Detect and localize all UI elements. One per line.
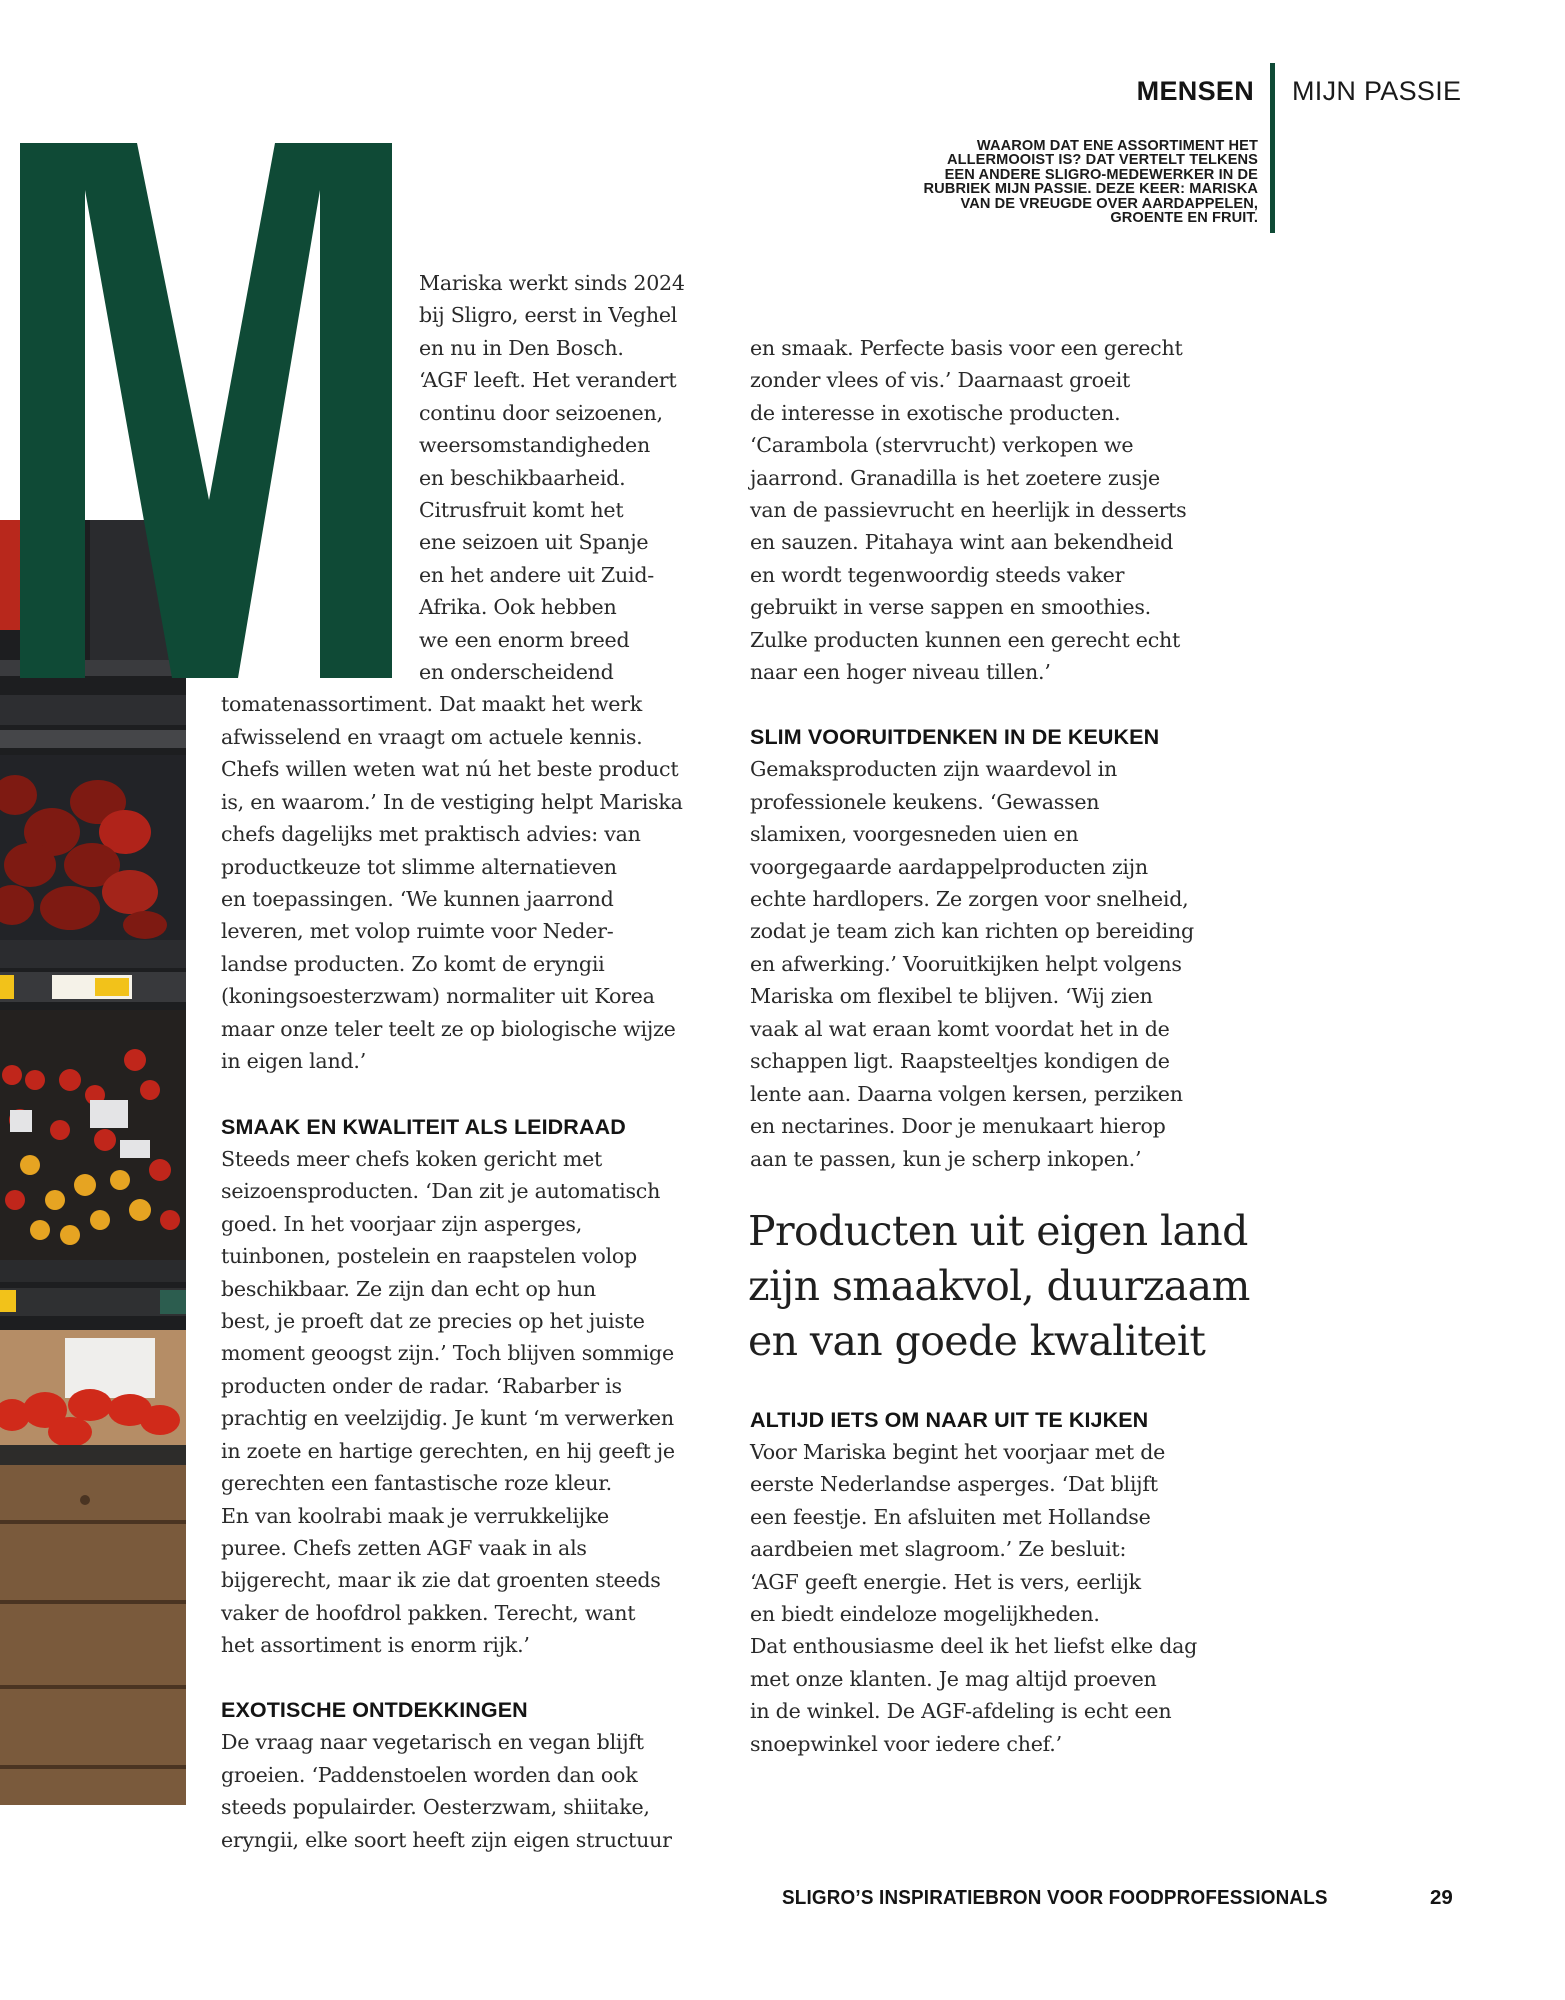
body-line: ‘Carambola (stervrucht) verkopen we [750, 433, 1134, 457]
body-line: Citrusfruit komt het [419, 498, 624, 522]
body-line: is, en waarom.’ In de vestiging helpt Mariska [221, 790, 683, 814]
subsection-label: MIJN PASSIE [1292, 76, 1462, 106]
body-line: en sauzen. Pitahaya wint aan bekendheid [750, 530, 1174, 554]
body-line: prachtig en veelzijdig. Je kunt ‘m verwerken [221, 1406, 674, 1430]
body-line: en onderscheidend [419, 660, 614, 684]
body-line: continu door seizoenen, [419, 401, 663, 425]
body-line: in de winkel. De AGF-afdeling is echt een [750, 1699, 1172, 1723]
body-line: en toepassingen. ‘We kunnen jaarrond [221, 887, 614, 911]
body-line: aardbeien met slagroom.’ Ze besluit: [750, 1537, 1127, 1561]
body-line: vaak al wat eraan komt voordat het in de [750, 1017, 1170, 1041]
body-line: moment geoogst zijn.’ Toch blijven sommige [221, 1341, 674, 1365]
body-line: en biedt eindeloze mogelijkheden. [750, 1602, 1100, 1626]
body-line: naar een hoger niveau tillen.’ [750, 660, 1051, 684]
body-line: de interesse in exotische producten. [750, 401, 1121, 425]
body-line: steeds populairder. Oesterzwam, shiitake, [221, 1795, 650, 1819]
intro-line: EEN ANDERE SLIGRO-MEDEWERKER IN DE [944, 166, 1258, 183]
body-line: vaker de hoofdrol pakken. Terecht, want [221, 1601, 636, 1625]
body-line: we een enorm breed [419, 628, 630, 652]
body-line: gebruikt in verse sappen en smoothies. [750, 595, 1151, 619]
body-line: echte hardlopers. Ze zorgen voor snelheid, [750, 887, 1189, 911]
body-line: van de passievrucht en heerlijk in desserts [750, 498, 1187, 522]
intro-line: VAN DE VREUGDE OVER AARDAPPELEN, [960, 195, 1258, 212]
body-line: groeien. ‘Paddenstoelen worden dan ook [221, 1763, 638, 1787]
body-line: ‘AGF geeft energie. Het is vers, eerlijk [750, 1570, 1141, 1594]
section-heading: EXOTISCHE ONTDEKKINGEN [221, 1698, 528, 1722]
body-line: en smaak. Perfecte basis voor een gerecht [750, 336, 1183, 360]
body-line: Mariska om flexibel te blijven. ‘Wij zien [750, 984, 1153, 1008]
body-line: lente aan. Daarna volgen kersen, perziken [750, 1082, 1183, 1106]
intro-line: ALLERMOOIST IS? DAT VERTELT TELKENS [946, 152, 1258, 169]
body-line: chefs dagelijks met praktisch advies: van [221, 822, 641, 846]
section-label: MENSEN [1136, 76, 1254, 106]
body-line: en afwerking.’ Vooruitkijken helpt volgens [750, 952, 1182, 976]
body-line: productkeuze tot slimme alternatieven [221, 855, 617, 879]
body-line: seizoensproducten. ‘Dan zit je automatisch [221, 1179, 661, 1203]
body-line: En van koolrabi maak je verrukkelijke [221, 1504, 609, 1528]
body-line: Chefs willen weten wat nú het beste product [221, 757, 679, 781]
body-line: weersomstandigheden [419, 433, 651, 457]
body-line: producten onder de radar. ‘Rabarber is [221, 1374, 622, 1398]
body-line: gerechten een fantastische roze kleur. [221, 1471, 612, 1495]
body-line: en wordt tegenwoordig steeds vaker [750, 563, 1125, 587]
body-line: het assortiment is enorm rijk.’ [221, 1633, 530, 1657]
body-line: bij Sligro, eerst in Veghel [419, 303, 678, 327]
body-line: (koningsoesterzwam) normaliter uit Korea [221, 984, 655, 1008]
body-line: zonder vlees of vis.’ Daarnaast groeit [750, 368, 1131, 392]
body-line: puree. Chefs zetten AGF vaak in als [221, 1536, 587, 1560]
intro-line: RUBRIEK MIJN PASSIE. DEZE KEER: MARISKA [923, 181, 1258, 198]
body-line: jaarrond. Granadilla is het zoetere zusje [750, 466, 1160, 490]
body-line: bijgerecht, maar ik zie dat groenten steeds [221, 1568, 661, 1592]
body-line: landse producten. Zo komt de eryngii [221, 952, 605, 976]
body-line: aan te passen, kun je scherp inkopen.’ [750, 1147, 1142, 1171]
body-line: leveren, met volop ruimte voor Neder- [221, 919, 614, 943]
body-line: en het andere uit Zuid- [419, 563, 654, 587]
body-line: een feestje. En afsluiten met Hollandse [750, 1505, 1151, 1529]
body-line: slamixen, voorgesneden uien en [750, 822, 1079, 846]
body-line: snoepwinkel voor iedere chef.’ [750, 1732, 1062, 1756]
body-line: voorgegaarde aardappelproducten zijn [750, 855, 1148, 879]
produce-photo-illustration [0, 520, 186, 1805]
body-line: afwisselend en vraagt om actuele kennis. [221, 725, 643, 749]
pull-quote-line: zijn smaakvol, duurzaam [748, 1262, 1250, 1310]
dropcap-letter [20, 143, 392, 678]
footer-tagline: SLIGRO’S INSPIRATIEBRON VOOR FOODPROFESSIONALS [782, 1886, 1328, 1909]
rubric-name: MIJN PASSIE [994, 181, 1088, 198]
pull-quote-line: en van goede kwaliteit [748, 1317, 1206, 1365]
body-line: Afrika. Ook hebben [419, 595, 617, 619]
body-line: eryngii, elke soort heeft zijn eigen structuur [221, 1828, 672, 1852]
body-line: Voor Mariska begint het voorjaar met de [750, 1440, 1166, 1464]
intro-line: WAAROM DAT ENE ASSORTIMENT HET [976, 138, 1258, 154]
body-line: zodat je team zich kan richten op bereiding [750, 919, 1194, 943]
body-line: eerste Nederlandse asperges. ‘Dat blijft [750, 1472, 1158, 1496]
body-line: Zulke producten kunnen een gerecht echt [750, 628, 1181, 652]
body-line: maar onze teler teelt ze op biologische wijze [221, 1017, 676, 1041]
body-line: ‘AGF leeft. Het verandert [419, 368, 677, 392]
header-divider [1270, 63, 1275, 233]
body-line: schappen ligt. Raapsteeltjes kondigen de [750, 1049, 1170, 1073]
produce-photo [0, 520, 186, 1805]
page-number: 29 [1430, 1886, 1453, 1909]
section-heading: SLIM VOORUITDENKEN IN DE KEUKEN [750, 725, 1160, 749]
body-line: en beschikbaarheid. [419, 466, 626, 490]
dropcap-m-glyph [20, 143, 392, 678]
body-line: Gemaksproducten zijn waardevol in [750, 757, 1117, 781]
body-line: ene seizoen uit Spanje [419, 530, 649, 554]
body-line: Steeds meer chefs koken gericht met [221, 1147, 603, 1171]
body-line: tomatenassortiment. Dat maakt het werk [221, 692, 642, 716]
intro-line: GROENTE EN FRUIT. [1110, 210, 1258, 227]
body-line: goed. In het voorjaar zijn asperges, [221, 1212, 583, 1236]
body-line: beschikbaar. Ze zijn dan echt op hun [221, 1277, 596, 1301]
section-heading: ALTIJD IETS OM NAAR UIT TE KIJKEN [750, 1408, 1149, 1432]
body-line: tuinbonen, postelein en raapstelen volop [221, 1244, 637, 1268]
body-line: Dat enthousiasme deel ik het liefst elke dag [750, 1634, 1198, 1658]
body-line: best, je proeft dat ze precies op het juiste [221, 1309, 645, 1333]
body-line: De vraag naar vegetarisch en vegan blijft [221, 1730, 644, 1754]
body-line: en nectarines. Door je menukaart hierop [750, 1114, 1166, 1138]
body-line: in zoete en hartige gerechten, en hij geeft je [221, 1439, 675, 1463]
body-line: en nu in Den Bosch. [419, 336, 624, 360]
pull-quote-line: Producten uit eigen land [748, 1207, 1248, 1255]
body-line: met onze klanten. Je mag altijd proeven [750, 1667, 1157, 1691]
body-line: professionele keukens. ‘Gewassen [750, 790, 1100, 814]
section-heading: SMAAK EN KWALITEIT ALS LEIDRAAD [221, 1115, 626, 1139]
body-line: Mariska werkt sinds 2024 [419, 271, 685, 295]
body-line: in eigen land.’ [221, 1049, 367, 1073]
intro-text [880, 139, 1258, 225]
